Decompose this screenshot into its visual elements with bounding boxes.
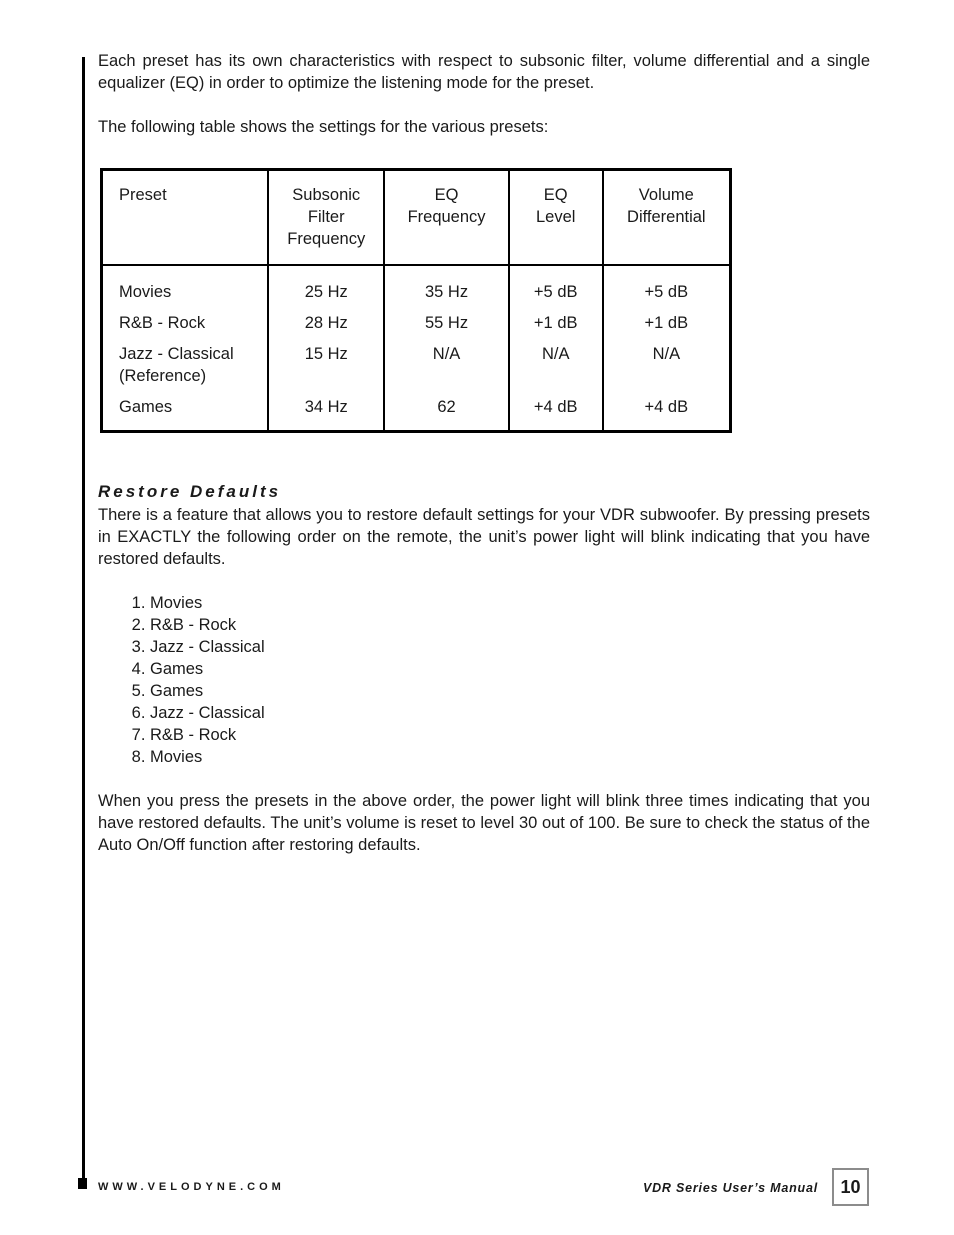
cell-eq-frequency: 62 [384, 396, 508, 432]
table-header-row [102, 170, 731, 266]
list-item: 4. Games [150, 658, 870, 680]
list-item: 1. Movies [150, 592, 870, 614]
cell-eq-frequency: N/A [384, 343, 508, 396]
cell-eq-level: +1 dB [509, 312, 603, 343]
list-item: 3. Jazz - Classical [150, 636, 870, 658]
cell-eq-frequency: 55 Hz [384, 312, 508, 343]
restore-paragraph: There is a feature that allows you to restore default settings for your VDR subwoofer. By pressing presets in EXACTLY the following order on the remote, the unit’s power light will blink indicating that you have restored defaults. [98, 506, 870, 568]
cell-eq-level: +5 dB [509, 265, 603, 312]
preset-settings-table [100, 168, 732, 433]
cell-subsonic: 25 Hz [268, 265, 384, 312]
header-preset: Preset [102, 170, 269, 266]
list-item: 2. R&B - Rock [150, 614, 870, 636]
list-item: 5. Games [150, 680, 870, 702]
margin-marker [78, 1178, 87, 1189]
closing-paragraph: When you press the presets in the above order, the power light will blink three times indicating that you have restored defaults. The unit’s volume is reset to level 30 out of 100. Be sure to check the status of the Auto On/Off function after restoring defaults. [98, 792, 870, 854]
footer-manual-title: VDR Series User’s Manual [642, 1181, 818, 1195]
cell-volume: N/A [603, 343, 731, 396]
cell-subsonic: 34 Hz [268, 396, 384, 432]
margin-rule [82, 57, 85, 1180]
page-number: 10 [832, 1168, 869, 1206]
table-row [102, 312, 731, 343]
cell-volume: +1 dB [603, 312, 731, 343]
cell-preset: Jazz - Classical (Reference) [102, 343, 269, 396]
footer-website: WWW.VELODYNE.COM [98, 1181, 285, 1193]
table-row [102, 265, 731, 312]
intro-paragraph: Each preset has its own characteristics with respect to subsonic filter, volume differential and a single equalizer (EQ) in order to optimize the listening mode for the preset. [98, 52, 870, 92]
cell-eq-frequency: 35 Hz [384, 265, 508, 312]
header-volume-differential: Volume Differential [603, 170, 731, 266]
header-subsonic-filter: Subsonic Filter Frequency [268, 170, 384, 266]
cell-preset: Games [102, 396, 269, 432]
table-row [102, 396, 731, 432]
table-row [102, 343, 731, 396]
cell-volume: +5 dB [603, 265, 731, 312]
header-eq-frequency: EQ Frequency [384, 170, 508, 266]
header-eq-level: EQ Level [509, 170, 603, 266]
restore-defaults-heading: Restore Defaults [98, 482, 282, 501]
list-item: 8. Movies [150, 746, 870, 768]
table-intro-paragraph: The following table shows the settings for the various presets: [98, 118, 549, 136]
cell-eq-level: +4 dB [509, 396, 603, 432]
list-item: 7. R&B - Rock [150, 724, 870, 746]
cell-volume: +4 dB [603, 396, 731, 432]
list-item: 6. Jazz - Classical [150, 702, 870, 724]
cell-preset: R&B - Rock [102, 312, 269, 343]
cell-subsonic: 28 Hz [268, 312, 384, 343]
restore-steps-list [98, 592, 870, 768]
intro-section [98, 50, 870, 138]
cell-subsonic: 15 Hz [268, 343, 384, 396]
cell-preset: Movies [102, 265, 269, 312]
restore-defaults-section [98, 504, 870, 856]
cell-eq-level: N/A [509, 343, 603, 396]
